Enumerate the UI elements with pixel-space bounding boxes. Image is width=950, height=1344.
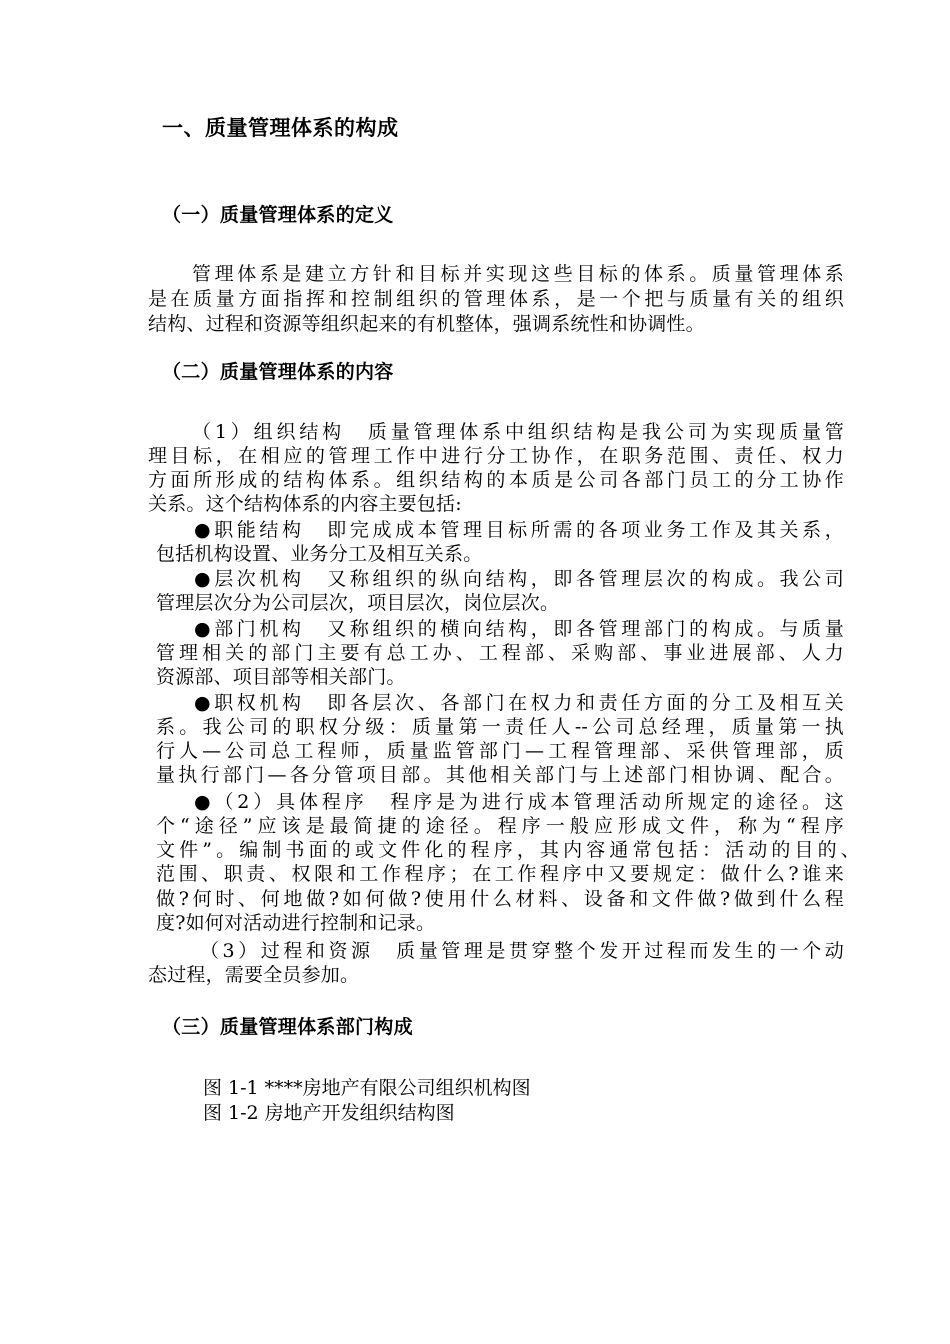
bullet-continuation-line: 度?如何对活动进行控制和记录。 (156, 912, 436, 934)
bullet-continuation-line: 文件”。编制书面的或文件化的程序，其内容通常包括：活动的目的、 (156, 839, 860, 861)
subsection-title-departments: （三）质量管理体系部门构成 (162, 1016, 413, 1038)
bullet-continuation-line: 管理相关的部门主要有总工办、工程部、采购部、事业进展部、人力 (156, 642, 844, 664)
paragraph-line: 理目标，在相应的管理工作中进行分工协作，在职务范围、责任、权力 (148, 445, 844, 467)
subsection-title-content: （二）质量管理体系的内容 (162, 361, 394, 383)
subsection-title-definition: （一）质量管理体系的定义 (162, 204, 394, 226)
bullet-continuation-line: 个“途径”应该是最简捷的途径。程序一般应形成文件，称为“程序 (156, 815, 844, 837)
bullet-line: ●职能结构 即完成成本管理目标所需的各项业务工作及其关系， (194, 519, 844, 541)
paragraph-line: （3）过程和资源 质量管理是贯穿整个发开过程而发生的一个动 (200, 940, 844, 962)
paragraph-line: 是在质量方面指挥和控制组织的管理体系，是一个把与质量有关的组织 (148, 288, 844, 310)
paragraph-line: 管理体系是建立方针和目标并实现这些目标的体系。质量管理体系 (192, 263, 844, 285)
figure-caption: 图 1-2 房地产开发组织结构图 (203, 1102, 455, 1124)
paragraph-line: 态过程，需要全员参加。 (148, 964, 360, 986)
bullet-continuation-line: 管理层次分为公司层次，项目层次，岗位层次。 (156, 592, 560, 614)
bullet-line: ●（2）具体程序 程序是为进行成本管理活动所规定的途径。这 (194, 791, 844, 813)
paragraph-line: 结构、过程和资源等组织起来的有机整体，强调系统性和协调性。 (148, 313, 705, 335)
bullet-continuation-line: 包括机构设置、业务分工及相互关系。 (156, 543, 483, 565)
bullet-line: ●职权机构 即各层次、各部门在权力和责任方面的分工及相互关 (194, 692, 844, 714)
bullet-continuation-line: 范围、职责、权限和工作程序；在工作程序中又要规定：做什么?谁来 (156, 863, 844, 885)
bullet-continuation-line: 系。我公司的职权分级：质量第一责任人--公司总经理，质量第一执 (156, 716, 844, 738)
section-title: 一、质量管理体系的构成 (162, 116, 399, 140)
paragraph-line: 关系。这个结构体系的内容主要包括: (148, 493, 462, 515)
bullet-continuation-line: 做?何时、何地做?如何做?使用什么材料、设备和文件做?做到什么程 (156, 888, 844, 910)
bullet-continuation-line: 量执行部门—各分管项目部。其他相关部门与上述部门相协调、配合。 (156, 764, 844, 786)
paragraph-line: 方面所形成的结构体系。组织结构的本质是公司各部门员工的分工协作 (148, 469, 844, 491)
bullet-continuation-line: 行人—公司总工程师，质量监管部门—工程管理部、采供管理部，质 (156, 740, 844, 762)
bullet-continuation-line: 资源部、项目部等相关部门。 (156, 666, 406, 688)
bullet-line: ●部门机构 又称组织的横向结构，即各管理部门的构成。与质量 (194, 618, 844, 640)
figure-caption: 图 1-1 ****房地产有限公司组织机构图 (203, 1077, 531, 1099)
bullet-line: ●层次机构 又称组织的纵向结构，即各管理层次的构成。我公司 (194, 568, 844, 590)
paragraph-line: （1）组织结构 质量管理体系中组织结构是我公司为实现质量管 (192, 421, 844, 443)
